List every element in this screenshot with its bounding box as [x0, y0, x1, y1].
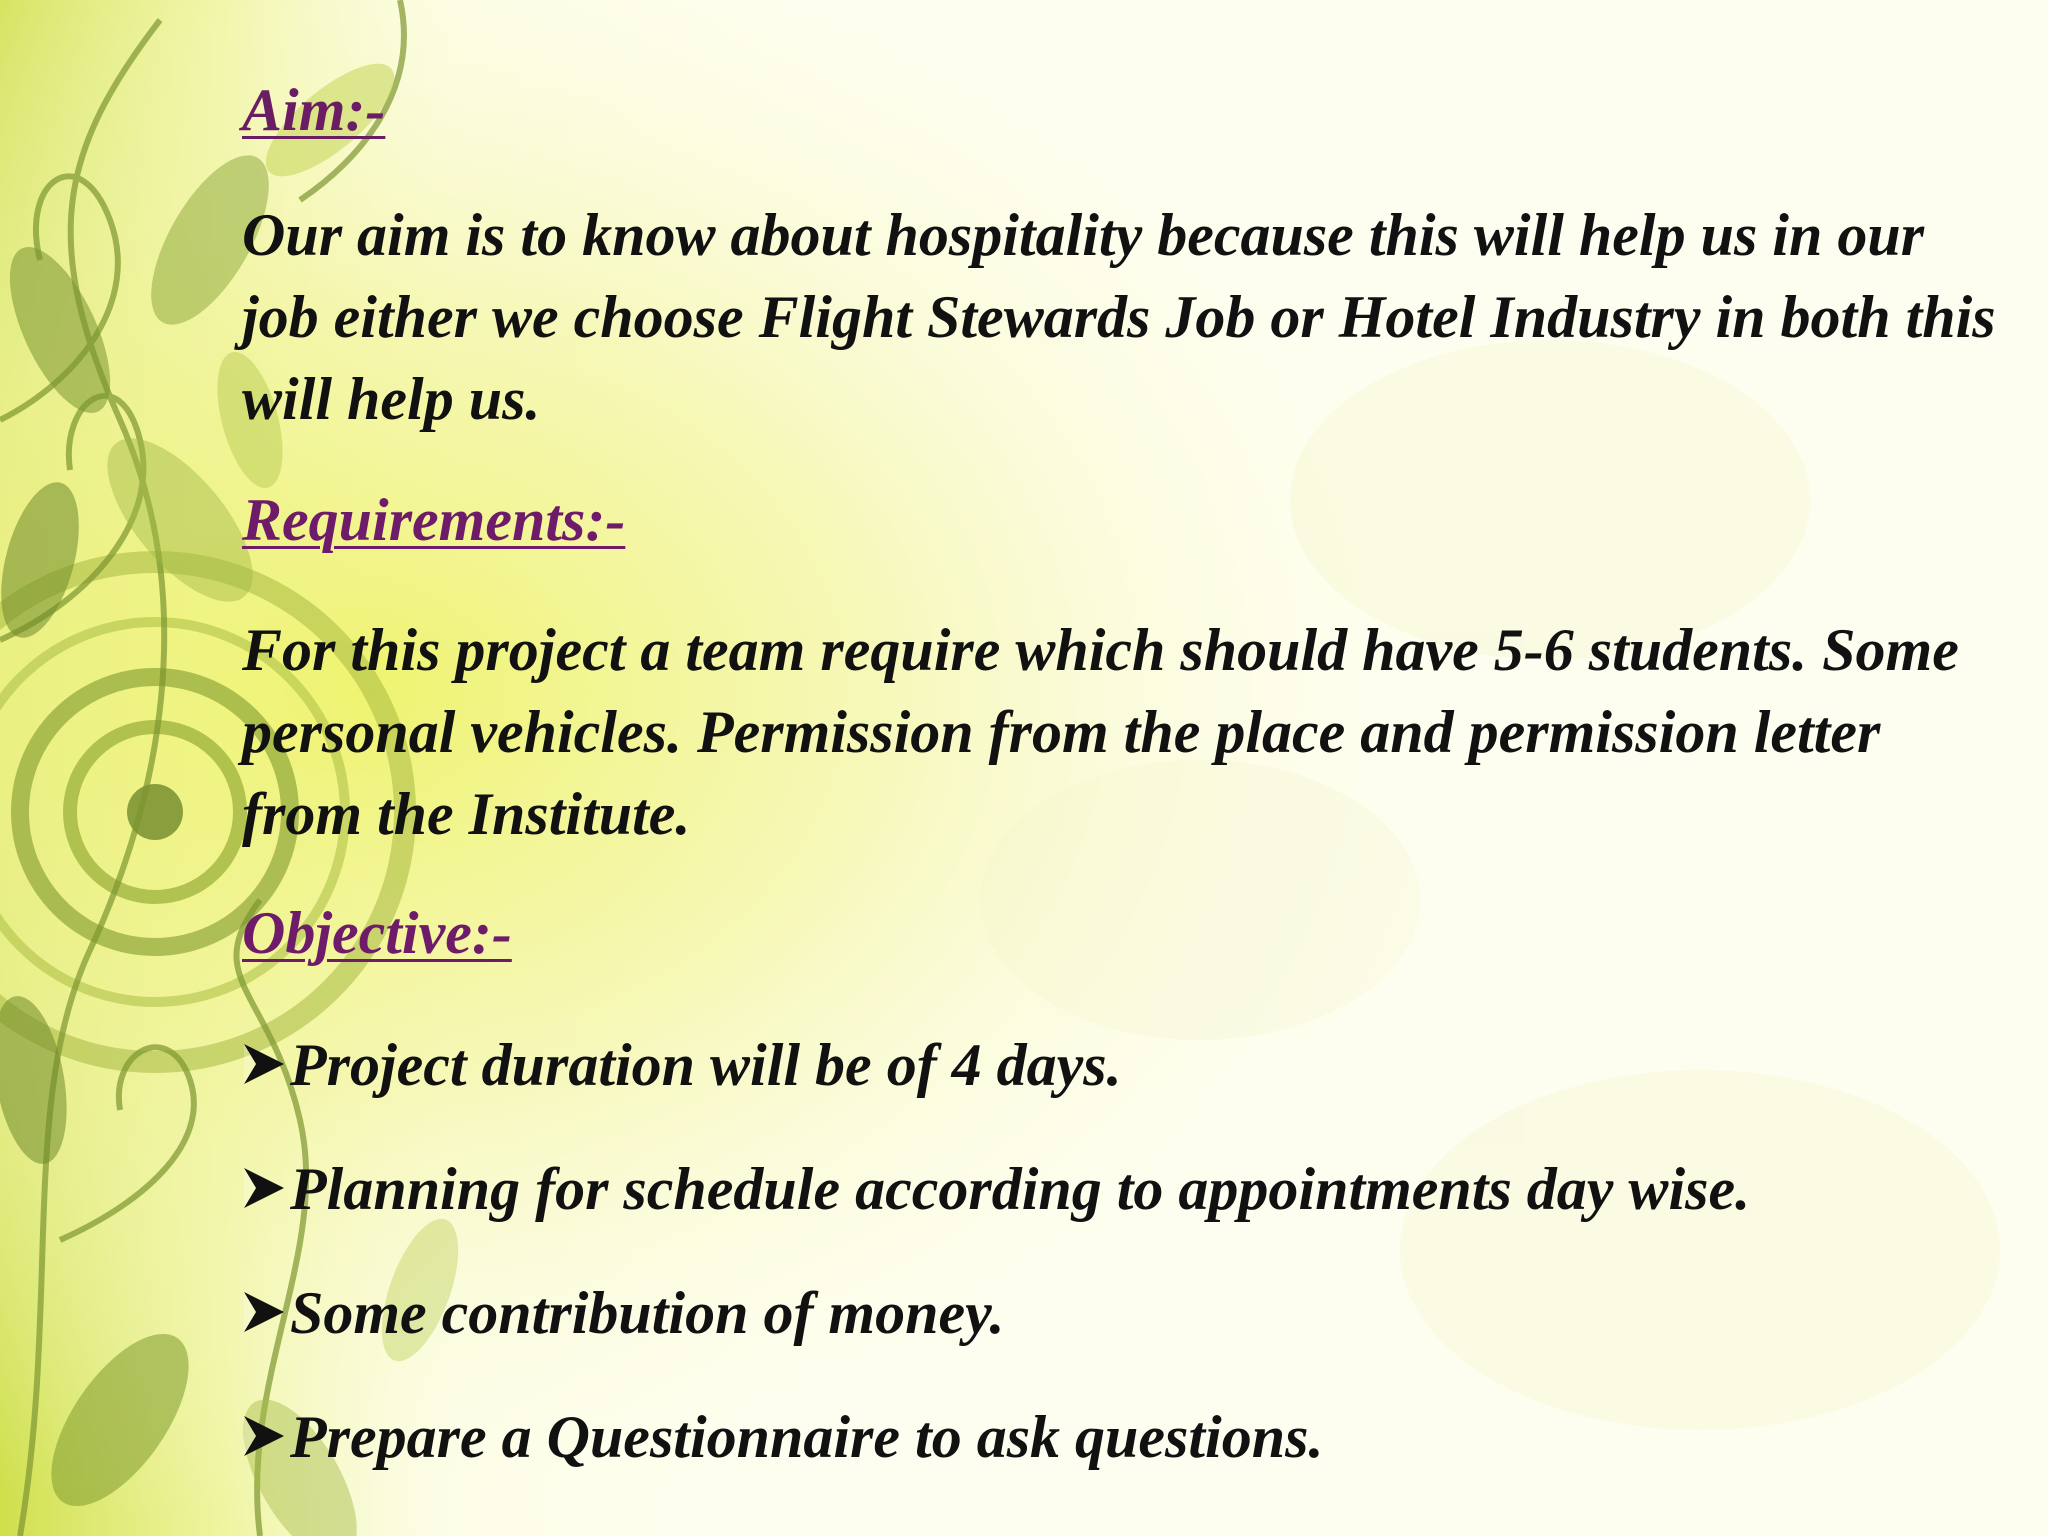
- objective-list: [242, 1024, 2002, 1520]
- arrow-bullet-icon: [242, 1272, 290, 1354]
- objective-text: Some contribution of money.: [290, 1280, 1005, 1346]
- objective-section: [242, 897, 512, 969]
- objective-item: [242, 1272, 2002, 1396]
- objective-item: [242, 1024, 2002, 1148]
- aim-heading: Aim:-: [242, 77, 386, 143]
- requirements-heading: Requirements:-: [242, 487, 626, 553]
- aim-paragraph: Our aim is to know about hospitality because this will help us in our job either we choose Flight Stewards Job or Hotel Industry in both this will help us.: [242, 202, 1996, 432]
- arrow-bullet-icon: [242, 1148, 290, 1230]
- objective-text: Prepare a Questionnaire to ask questions.: [290, 1404, 1324, 1470]
- objective-item: [242, 1396, 2002, 1520]
- objective-item: [242, 1148, 2002, 1272]
- objective-text: Planning for schedule according to appointments day wise.: [290, 1156, 1751, 1222]
- requirements-section: [242, 484, 625, 556]
- arrow-bullet-icon: [242, 1024, 290, 1106]
- requirements-paragraph: For this project a team require which should have 5-6 students. Some personal vehicles. Permission from the place and permission letter from the Institute.: [242, 617, 1959, 847]
- arrow-bullet-icon: [242, 1396, 290, 1478]
- objective-text: Project duration will be of 4 days.: [290, 1032, 1122, 1098]
- objective-heading: Objective:-: [242, 900, 512, 966]
- aim-section: [242, 74, 385, 146]
